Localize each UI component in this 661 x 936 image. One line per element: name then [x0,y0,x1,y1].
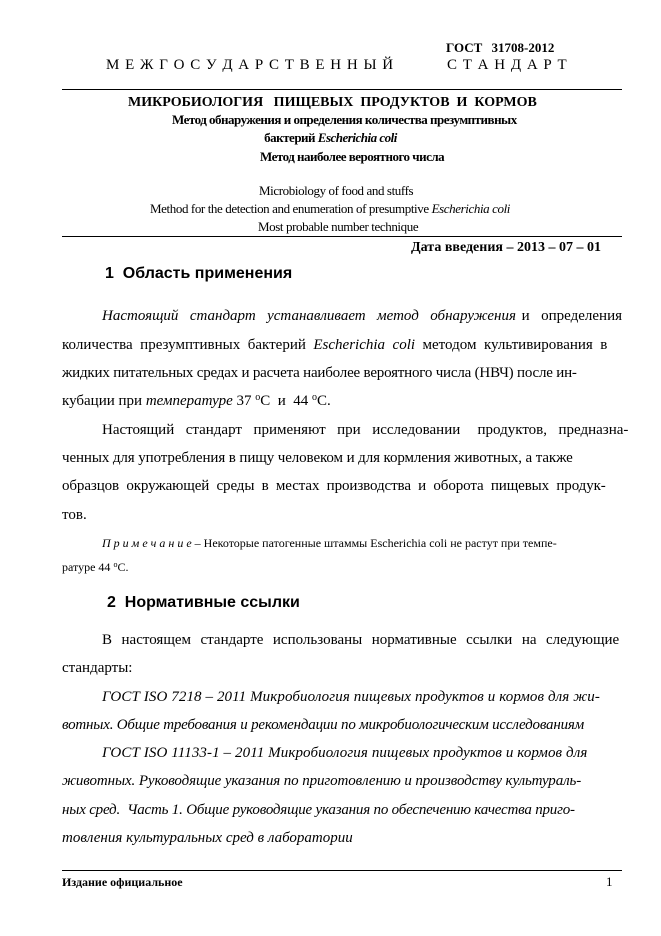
header-rule [62,89,622,90]
interstate-label: М Е Ж Г О С У Д А Р С Т В Е Н Н Ы Й [106,57,395,73]
s1-p1-line1 [102,309,622,324]
title-en-line3: Most probable number technique [258,219,419,234]
s1-p1-line2-species: Escherichia coli [313,337,416,353]
s1-p1-line2 [62,338,622,353]
degree-sign-2: o [312,392,318,403]
title-ru-line3 [0,130,661,146]
s1-p2-line2: ченных для употребления в пищу человеком и для кормления животных, а также [62,450,573,466]
note-line2-post: С. [117,560,129,574]
ref1-line2: вотных. Общие требования и рекомендации по микробиологическим исследованиям [62,717,585,733]
title-en-line1: Microbiology of food and stuffs [259,183,414,198]
degree-sign: o [255,392,261,403]
s1-p2-line4: тов. [62,507,87,523]
note-line2-pre: ратуре 44 [62,560,114,574]
edition-label: Издание официальное [62,875,183,889]
note-label: П р и м е ч а н и е [102,536,192,550]
ref1-line1: ГОСТ ISO 7218 – 2011 Микробиология пищевых продуктов и кормов для жи- [102,689,600,705]
note-text: – Некоторые патогенные штаммы Escherichia coli не растут при темпе- [191,536,557,550]
s1-p1-line4-t1: 37 [232,393,256,409]
section2-heading: 2 Нормативные ссылки [107,594,300,611]
s1-p1-line1-rest: и определения [515,308,622,324]
note-line2 [62,560,128,575]
page-number: 1 [606,874,613,889]
note-line1 [102,536,557,551]
title-ru-main: МИКРОБИОЛОГИЯ ПИЩЕВЫХ ПРОДУКТОВ И КОРМОВ [128,95,537,110]
s1-p1-line1-italic: Настоящий стандарт устанавливает метод обнаружения [102,308,516,324]
title-ru-line3-text: бактерий [264,130,318,145]
s1-p2-line1: Настоящий стандарт применяют при исследовании продуктов, предназна- [102,422,629,438]
title-en-line2-species: Escherichia coli [431,201,511,216]
section1-heading: 1 Область применения [105,265,293,282]
s1-p1-line4-c2: С. [317,393,331,409]
s1-p1-line4-pre: кубации при [62,393,146,409]
title-ru-line3-species: Escherichia coli [317,130,397,145]
ref2-line2: животных. Руководящие указания по приготовлению и производству культураль- [62,773,582,789]
s1-p1-line4 [62,394,331,409]
s2-p1-line2: стандарты: [62,660,133,676]
title-en-line2 [150,201,510,217]
s1-p1-line4-c1: С и 44 [260,393,313,409]
ref2-line3: ных сред. Часть 1. Общие руководящие указания по обеспечению качества приго- [62,802,575,818]
s1-p1-line2-post: методом культивирования в [415,337,608,353]
ref2-line1: ГОСТ ISO 11133-1 – 2011 Микробиология пищевых продуктов и кормов для [102,745,588,761]
introduction-date: Дата введения – 2013 – 07 – 01 [411,240,601,255]
s1-p2-line3: образцов окружающей среды в местах производства и оборота пищевых продук- [62,478,606,494]
s1-p1-line4-italic: температуре [145,393,233,409]
standard-label: С Т А Н Д А Р Т [447,57,568,73]
s1-p1-line3: жидких питательных средах и расчета наиболее вероятного числа (НВЧ) после ин- [62,365,577,381]
title-rule [62,236,622,237]
footer-rule [62,870,622,871]
s1-p1-line2-pre: количества презумптивных бактерий [62,337,314,353]
title-en-line2-text: Method for the detection and enumeration of presumptive [150,201,432,216]
title-ru-line2: Метод обнаружения и определения количества презумптивных [172,112,517,127]
gost-number: ГОСТ 31708-2012 [446,40,555,55]
note-degree-sign: o [113,560,118,569]
s2-p1-line1: В настоящем стандарте использованы нормативные ссылки на следующие [102,632,620,648]
title-ru-line4: Метод наиболее вероятного числа [260,149,445,164]
ref2-line4: товления культуральных сред в лаборатории [62,830,353,846]
